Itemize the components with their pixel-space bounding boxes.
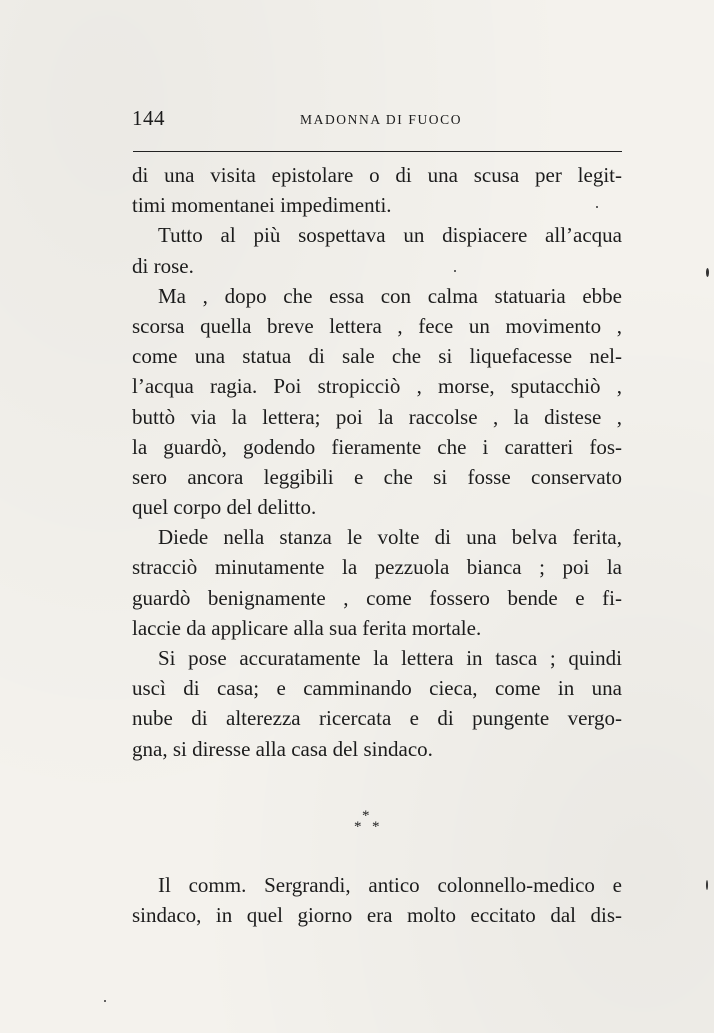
text-line: sindaco, in quel giorno era molto eccitato dal dis- <box>132 903 622 928</box>
page-number: 144 <box>132 106 165 130</box>
text-line: Ma , dopo che essa con calma statuaria ebbe <box>158 283 622 308</box>
text-line: Tutto al più sospettava un dispiacere all’acqua <box>158 223 622 248</box>
text-line: come una statua di sale che si liquefacesse nel- <box>132 344 622 369</box>
running-title: MADONNA DI FUOCO <box>300 112 463 127</box>
text-line: scorsa quella breve lettera , fece un movimento , <box>132 313 622 338</box>
text-line: Il comm. Sergrandi, antico colonnello-medico e <box>158 873 622 897</box>
text-line: laccie da applicare alla sua ferita mortale. <box>132 615 482 640</box>
text-line: Diede nella stanza le volte di una belva ferita, <box>158 525 622 550</box>
scan-speck <box>706 268 709 277</box>
scan-speck <box>706 880 708 890</box>
body-text <box>132 160 622 764</box>
text-line: di una visita epistolare o di una scusa per legit- <box>132 163 622 187</box>
asterism-star: * <box>372 819 380 835</box>
text-line: stracciò minutamente la pezzuola bianca ; poi la <box>132 555 622 580</box>
text-line: di rose. <box>132 253 194 278</box>
asterism-star: * <box>354 819 362 835</box>
text-line: gna, si diresse alla casa del sindaco. <box>132 736 433 761</box>
text-line: uscì di casa; e camminando cieca, come in una <box>132 676 622 701</box>
text-line: la guardò, godendo fieramente che i caratteri fos- <box>132 434 622 459</box>
text-line: sero ancora leggibili e che si fosse conservato <box>132 464 622 489</box>
text-line: nube di alterezza ricercata e di pungente vergo- <box>132 706 622 731</box>
body-text-continued <box>132 870 622 930</box>
scan-speck <box>454 270 456 272</box>
section-break-asterism <box>340 808 400 842</box>
text-line: Si pose accuratamente la lettera in tasca ; quindi <box>158 646 622 670</box>
text-line: l’acqua ragia. Poi stropicciò , morse, sputacchiò , <box>132 374 622 399</box>
asterism-star: * <box>362 808 370 824</box>
page-header <box>132 106 622 138</box>
scan-speck <box>104 1000 106 1002</box>
text-line: quel corpo del delitto. <box>132 495 317 520</box>
text-line: buttò via la lettera; poi la raccolse , la distese , <box>132 404 622 429</box>
scan-speck <box>596 206 598 208</box>
header-rule <box>133 151 622 152</box>
text-line: timi momentanei impedimenti. <box>132 193 392 218</box>
text-line: guardò benignamente , come fossero bende e fi- <box>132 585 622 610</box>
